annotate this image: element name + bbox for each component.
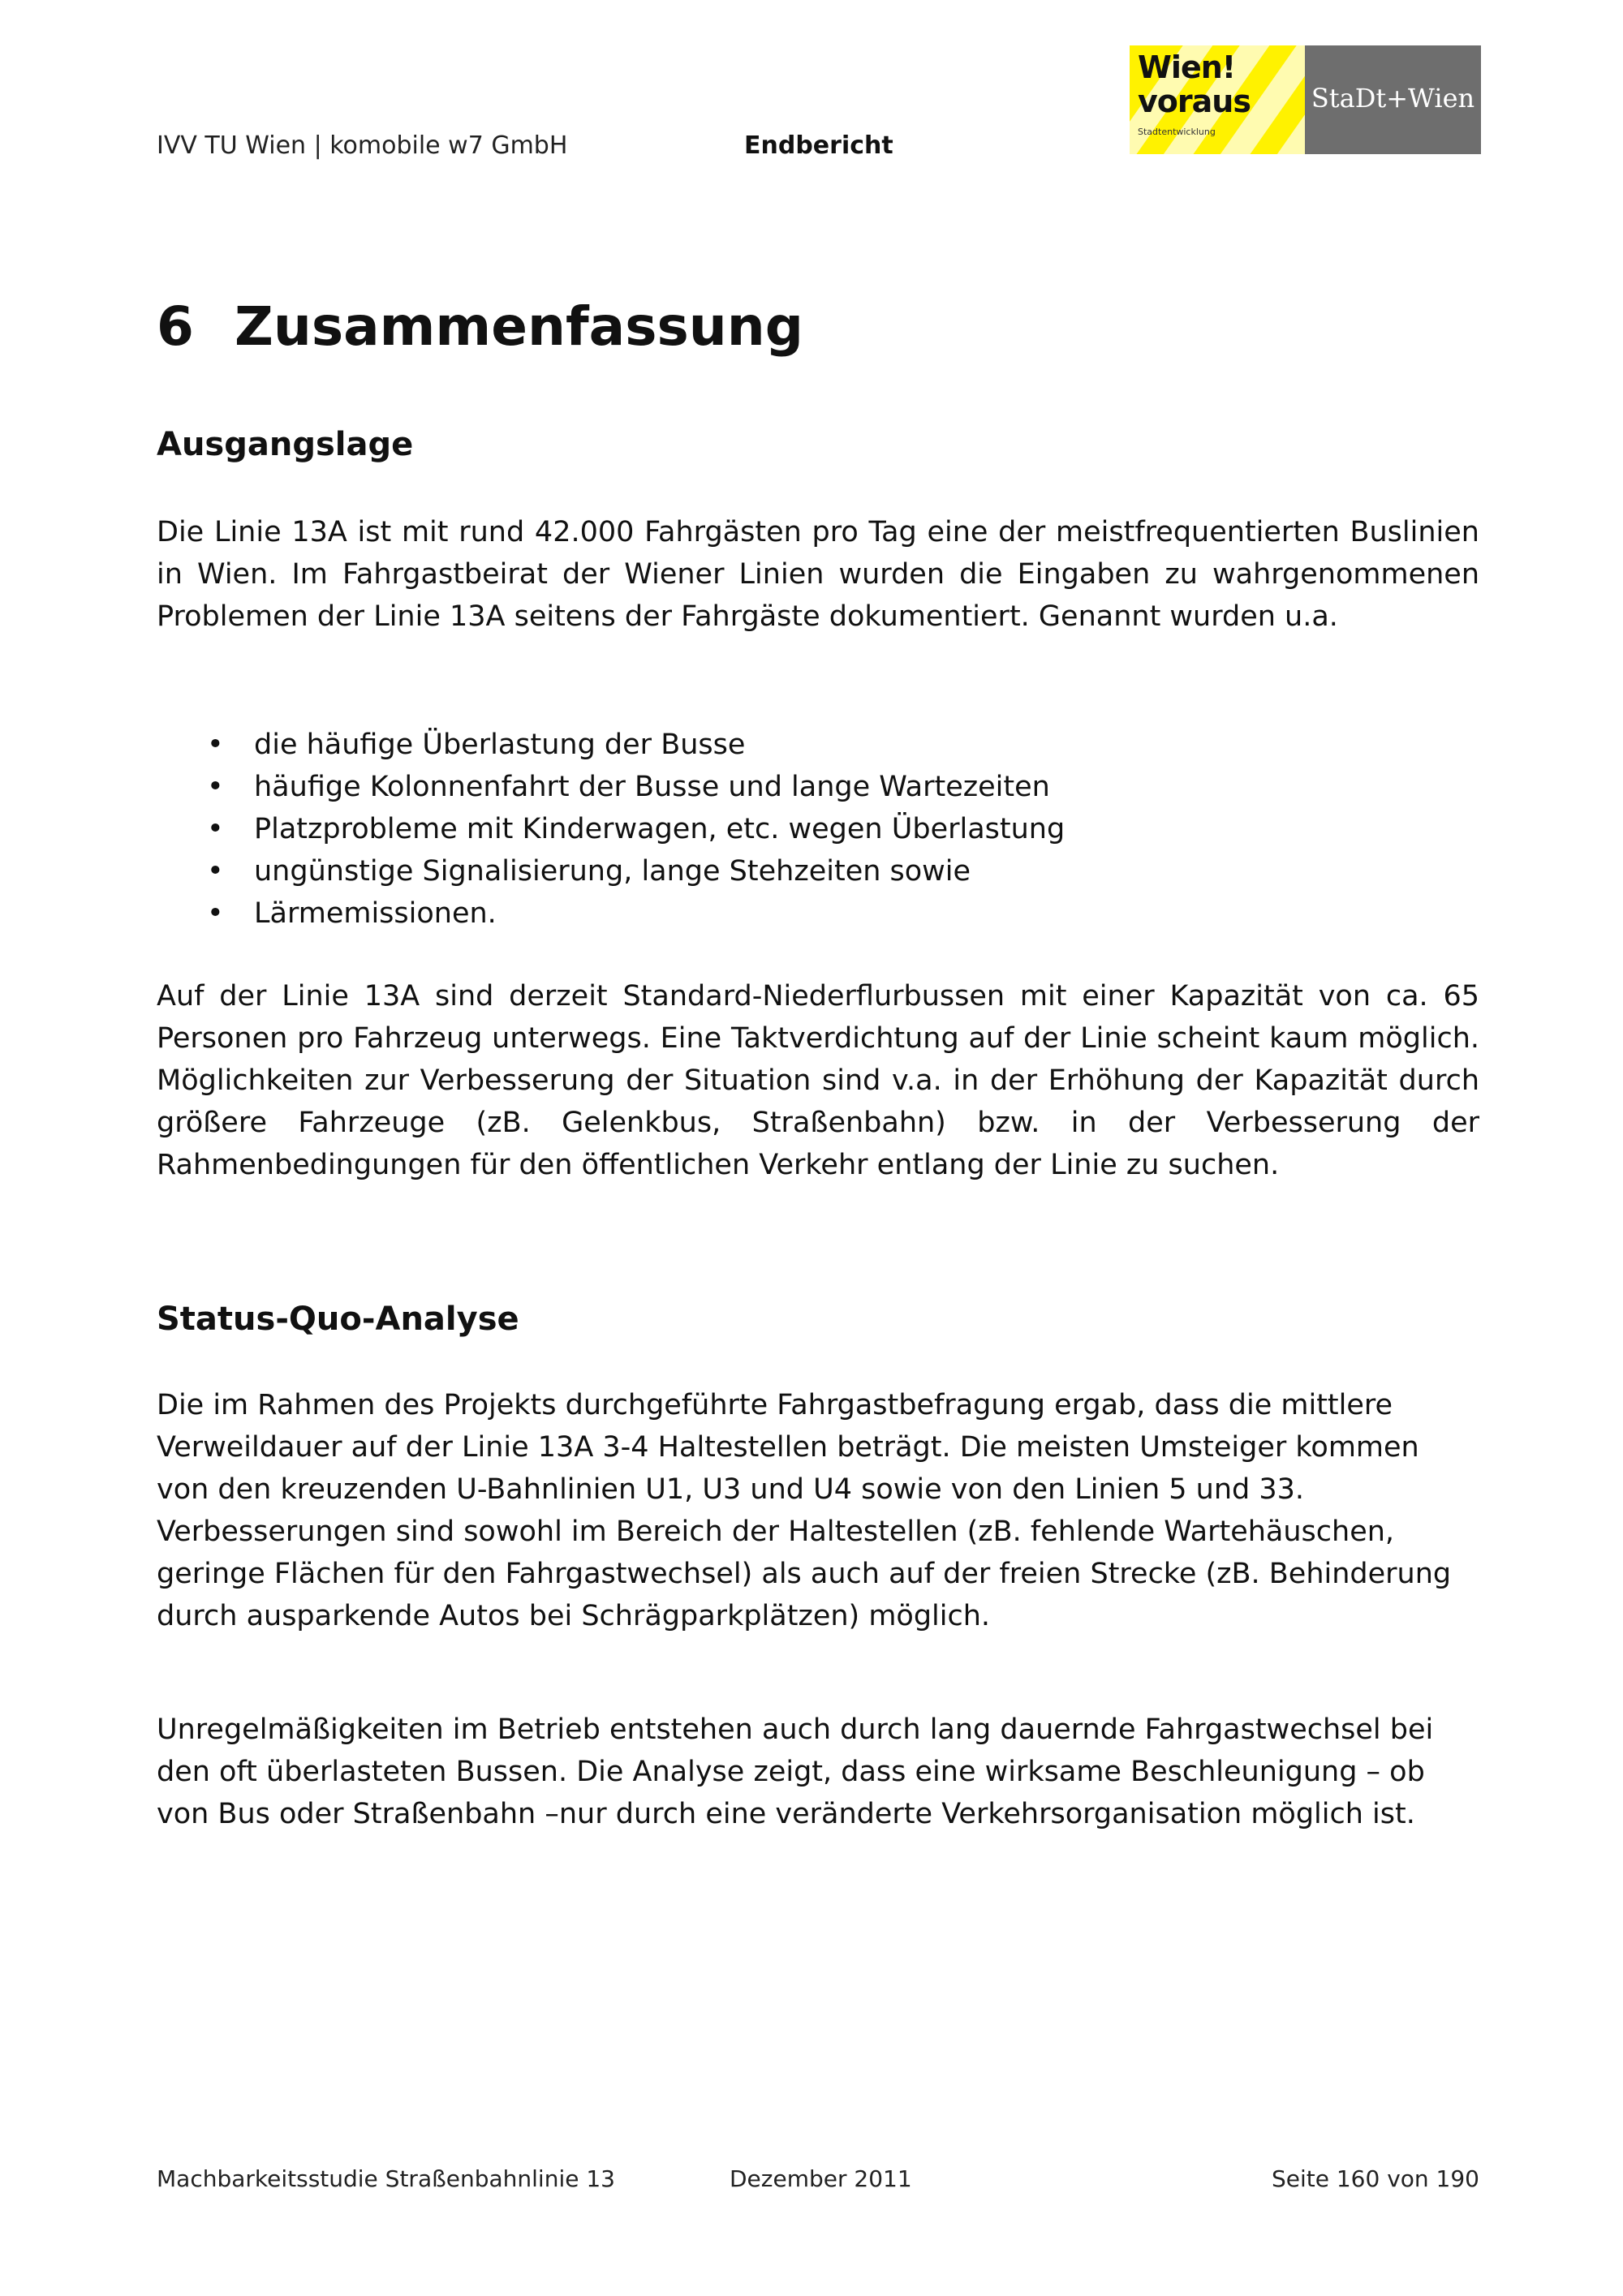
chapter-title-text: Zusammenfassung	[235, 295, 803, 358]
problem-list	[157, 724, 1479, 935]
stadt-wien-logo	[1305, 45, 1481, 154]
list-item: • häufige Kolonnenfahrt der Busse und lange Wartezeiten	[157, 766, 1479, 808]
paragraph-intro: Die Linie 13A ist mit rund 42.000 Fahrgästen pro Tag eine der meistfrequentierten Buslinien in Wien. Im Fahrgastbeirat der Wiener Linien wurden die Eingaben zu wahrgenommenen Problemen der Linie 13A seitens der Fahrgäste dokumentiert. Genannt wurden u.a.	[157, 516, 1479, 633]
list-item: • Platzprobleme mit Kinderwagen, etc. wegen Überlastung	[157, 808, 1479, 850]
section-heading-ausgangslage: Ausgangslage	[157, 426, 414, 463]
header-document-type: Endbericht	[744, 131, 893, 160]
list-item: • Lärmemissionen.	[157, 892, 1479, 935]
footer-document-title: Machbarkeitsstudie Straßenbahnlinie 13	[157, 2165, 615, 2192]
chapter-title	[157, 290, 803, 363]
bullet-icon: •	[207, 897, 224, 930]
list-item: • ungünstige Signalisierung, lange Stehzeiten sowie	[157, 850, 1479, 892]
bullet-icon: •	[207, 771, 224, 803]
bullet-icon: •	[207, 729, 224, 761]
chapter-number: 6	[157, 295, 194, 358]
section-heading-status-quo-analyse: Status-Quo-Analyse	[157, 1301, 519, 1338]
logo-wien-text: Wien! voraus	[1138, 49, 1251, 119]
list-item: • die häufige Überlastung der Busse	[157, 724, 1479, 766]
footer-page-number: Seite 160 von 190	[1271, 2165, 1479, 2192]
bullet-icon: •	[207, 855, 224, 888]
paragraph-capacity: Auf der Linie 13A sind derzeit Standard-Niederflurbussen mit einer Kapazität von ca. 65 Personen pro Fahrzeug unterwegs. Eine Taktverdichtung auf der Linie scheint kaum möglich. Möglichkeiten zur Verbesserung der Situation sind v.a. in der Erhöhung der Kapazität durch größere Fahrzeuge (zB. Gelenkbus, Straßenbahn) bzw. in der Verbesserung der Rahmenbedingungen für den öffentlichen Verkehr entlang der Linie zu suchen.	[157, 980, 1479, 1181]
logo-wien-subtext: Stadtentwicklung	[1138, 127, 1216, 137]
footer-date: Dezember 2011	[730, 2165, 912, 2192]
paragraph-survey: Die im Rahmen des Projekts durchgeführte Fahrgastbefragung ergab, dass die mittlere Verweildauer auf der Linie 13A 3-4 Haltestellen beträgt. Die meisten Umsteiger kommen von den kreuzenden U-Bahnlinien U1, U3 und U4 sowie von den Linien 5 und 33. Verbesserungen sind sowohl im Bereich der Haltestellen (zB. fehlende Wartehäuschen, geringe Flächen für den Fahrgastwechsel) als auch auf der freien Strecke (zB. Behinderung durch ausparkende Autos bei Schrägparkplätzen) möglich.	[157, 1389, 1452, 1632]
wien-voraus-logo	[1130, 45, 1305, 154]
logo-stadt-text: StaDt+Wien	[1311, 83, 1475, 114]
header-organization: IVV TU Wien | komobile w7 GmbH	[157, 131, 568, 160]
bullet-icon: •	[207, 813, 224, 845]
paragraph-irregularities: Unregelmäßigkeiten im Betrieb entstehen auch durch lang dauernde Fahrgastwechsel bei den oft überlasteten Bussen. Die Analyse zeigt, dass eine wirksame Beschleunigung – ob von Bus oder Straßenbahn –nur durch eine veränderte Verkehrsorganisation möglich ist.	[157, 1713, 1434, 1830]
page-footer	[157, 2161, 1479, 2197]
